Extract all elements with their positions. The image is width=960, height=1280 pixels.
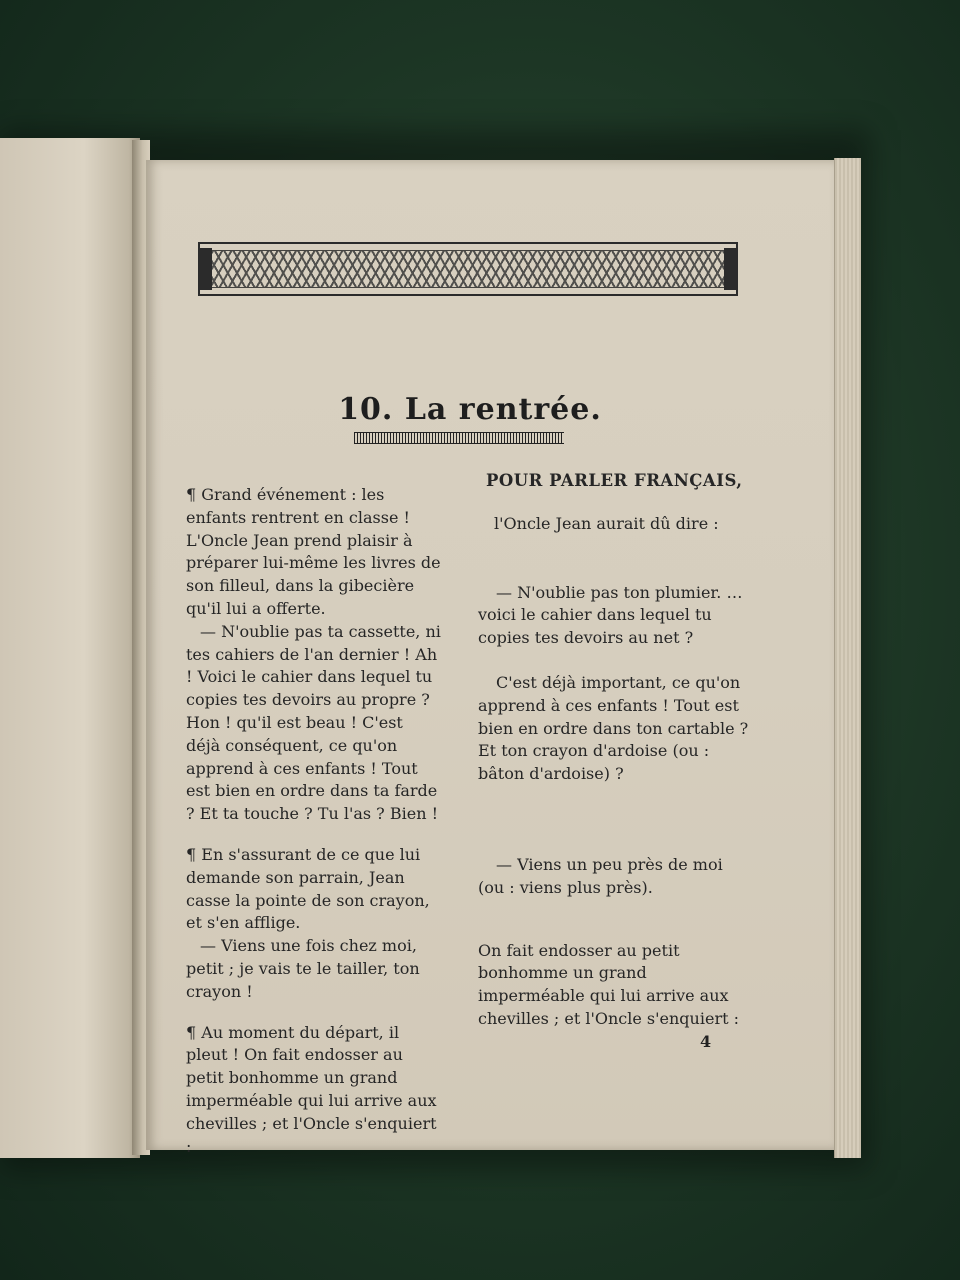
left-paragraph-1: ¶ Grand événement : les enfants rentrent en classe ! L'Oncle Jean prend plaisir à préparer lui-même les livres de son filleul, dans la gibecière qu'il lui a offerte. [186,485,441,618]
left-paragraph-4: — Viens une fois chez moi, petit ; je vais te le tailler, ton crayon ! [186,936,420,1001]
chapter-title: 10. La rentrée. [338,392,602,427]
right-paragraph-1: — N'oublie pas ton plumier. …voici le cahier dans lequel tu copies tes devoirs au net ? [478,582,743,648]
ornament-pattern [206,250,730,288]
right-paragraph-2: C'est déjà important, ce qu'on apprend à ces enfants ! Tout est bien en ordre dans ton cartable ? Et ton crayon d'ardoise (ou : bâton d'ardoise) ? [478,672,749,784]
right-column-intro: l'Oncle Jean aurait dû dire : [494,513,719,533]
ornament-left-end [198,248,212,290]
page-stack-edge [834,158,861,1158]
left-text-column [186,484,442,1158]
ornament-right-end [724,248,738,290]
page-number: 4 [700,1032,712,1051]
left-paragraph-3: ¶ En s'assurant de ce que lui demande son parrain, Jean casse la pointe de son crayon, et s'en afflige. [186,844,430,933]
left-paragraph-5: ¶ Au moment du départ, il pleut ! On fait endosser au petit bonhomme un grand imperméable qui lui arrive aux chevilles ; et l'Oncle s'enquiert : [186,1022,437,1156]
title-underline-rule [354,432,564,444]
right-paragraph-4: On fait endosser au petit bonhomme un grand imperméable qui lui arrive aux chevilles ; et l'Oncle s'enquiert : [478,940,739,1028]
right-paragraph-3: — Viens un peu près de moi (ou : viens plus près). [478,854,723,897]
right-text-column [478,470,752,1031]
right-column-heading: POUR PARLER FRANÇAIS, [486,471,743,490]
left-page-edge [0,138,140,1158]
left-paragraph-2: — N'oublie pas ta cassette, ni tes cahiers de l'an dernier ! Ah ! Voici le cahier dans lequel tu copies tes devoirs au propre ? Hon ! qu'il est beau ! C'est déjà conséquent, ce qu'on apprend à ces enfants ! Tout est bien en ordre dans ta farde ? Et ta touche ? Tu l'as ? Bien ! [186,621,441,824]
decorative-header-ornament [198,242,738,296]
